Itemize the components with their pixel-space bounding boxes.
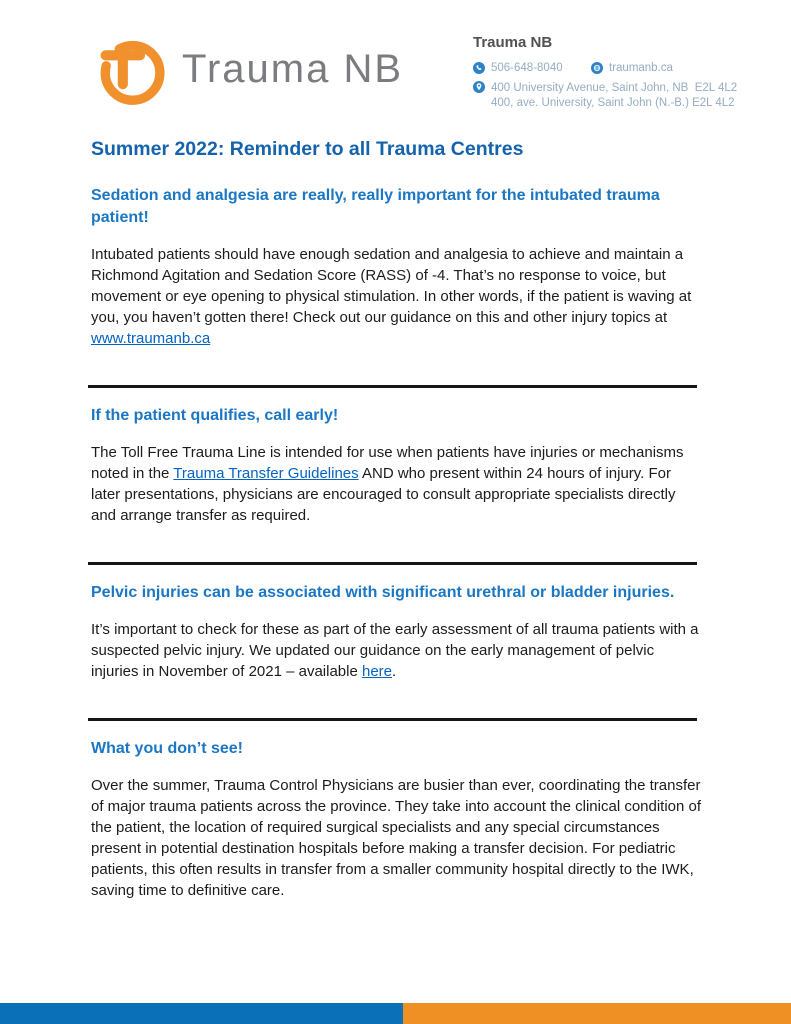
page-title: Summer 2022: Reminder to all Trauma Centres <box>91 138 524 160</box>
inline-link[interactable]: www.traumanb.ca <box>91 329 211 347</box>
inline-link[interactable]: here <box>362 662 393 680</box>
contact-website-url: traumanb.ca <box>609 61 673 74</box>
section-paragraph <box>91 442 703 526</box>
paragraph-text: Intubated patients should have enough sedation and analgesia to achieve and maintain a Richmond Agitation and Sedation Score (RASS) of -4. That’s no response to voice, but movement or eye opening to physical stimulation. In other words, if the patient is waving at you, you haven’t gotten there! Check out our guidance on this and other injury topics at <box>91 245 692 326</box>
section-paragraph <box>91 244 703 349</box>
contact-phone <box>473 61 591 76</box>
trauma-nb-logo-icon <box>92 28 170 110</box>
section-paragraph <box>91 619 703 682</box>
document-body <box>91 138 703 901</box>
section-heading: Pelvic injuries can be associated with significant urethral or bladder injuries. <box>91 583 675 601</box>
paragraph-text: Over the summer, Trauma Control Physicians are busier than ever, coordinating the transfer of major trauma patients across the province. They take into account the clinical condition of the patient, the location of required surgical specialists and any special circumstances present in potential destination hospitals before making a transfer decision. For pediatric patients, this often results in transfer from a smaller community hospital directly to the IWK, saving time to definitive care. <box>91 776 702 899</box>
contact-address <box>491 81 737 111</box>
contact-phone-number: 506-648-8040 <box>491 61 563 74</box>
section-pelvic-injuries <box>91 562 703 682</box>
section-heading: If the patient qualifies, call early! <box>91 406 339 424</box>
paragraph-text: AND who present within 24 hours of injury. For later presentations, physicians are encouraged to consult appropriate specialists directly and arrange transfer as required. <box>91 464 676 524</box>
contact-row-address <box>473 81 781 111</box>
contact-address-en: 400 University Avenue, Saint John, NB E2L 4L2 <box>491 82 738 95</box>
section-divider <box>88 718 697 721</box>
contact-row-phone-web <box>473 61 781 76</box>
contact-address-fr: 400, ave. University, Saint John (N.-B.) E2L 4L2 <box>491 97 735 110</box>
section-divider <box>88 385 697 388</box>
section-divider <box>88 562 697 565</box>
paragraph-text: It’s important to check for these as part of the early assessment of all trauma patients with a suspected pelvic injury. We updated our guidance on the early management of pelvic injuries in November of 2021 – available <box>91 620 699 680</box>
brand-logo <box>92 28 403 110</box>
inline-link[interactable]: Trauma Transfer Guidelines <box>173 464 359 482</box>
footer-bar-blue <box>0 1003 403 1024</box>
brand-name: Trauma NB <box>182 46 404 91</box>
phone-icon <box>473 62 485 74</box>
contact-website <box>591 61 673 76</box>
section-heading: What you don’t see! <box>91 739 243 757</box>
contact-title: Trauma NB <box>473 34 553 51</box>
paragraph-text: The Toll Free Trauma Line is intended for use when patients have injuries or mechanisms noted in the <box>91 443 684 482</box>
section-heading: Sedation and analgesia are really, really important for the intubated trauma patient! <box>91 187 660 226</box>
footer-bar-orange <box>403 1003 791 1024</box>
section-sedation <box>91 185 703 348</box>
paragraph-text: . <box>392 662 397 680</box>
contact-block <box>473 33 781 117</box>
section-call-early <box>91 385 703 526</box>
globe-icon <box>591 62 603 74</box>
section-what-you-dont-see <box>91 718 703 901</box>
section-paragraph <box>91 775 703 901</box>
location-pin-icon <box>473 81 485 93</box>
